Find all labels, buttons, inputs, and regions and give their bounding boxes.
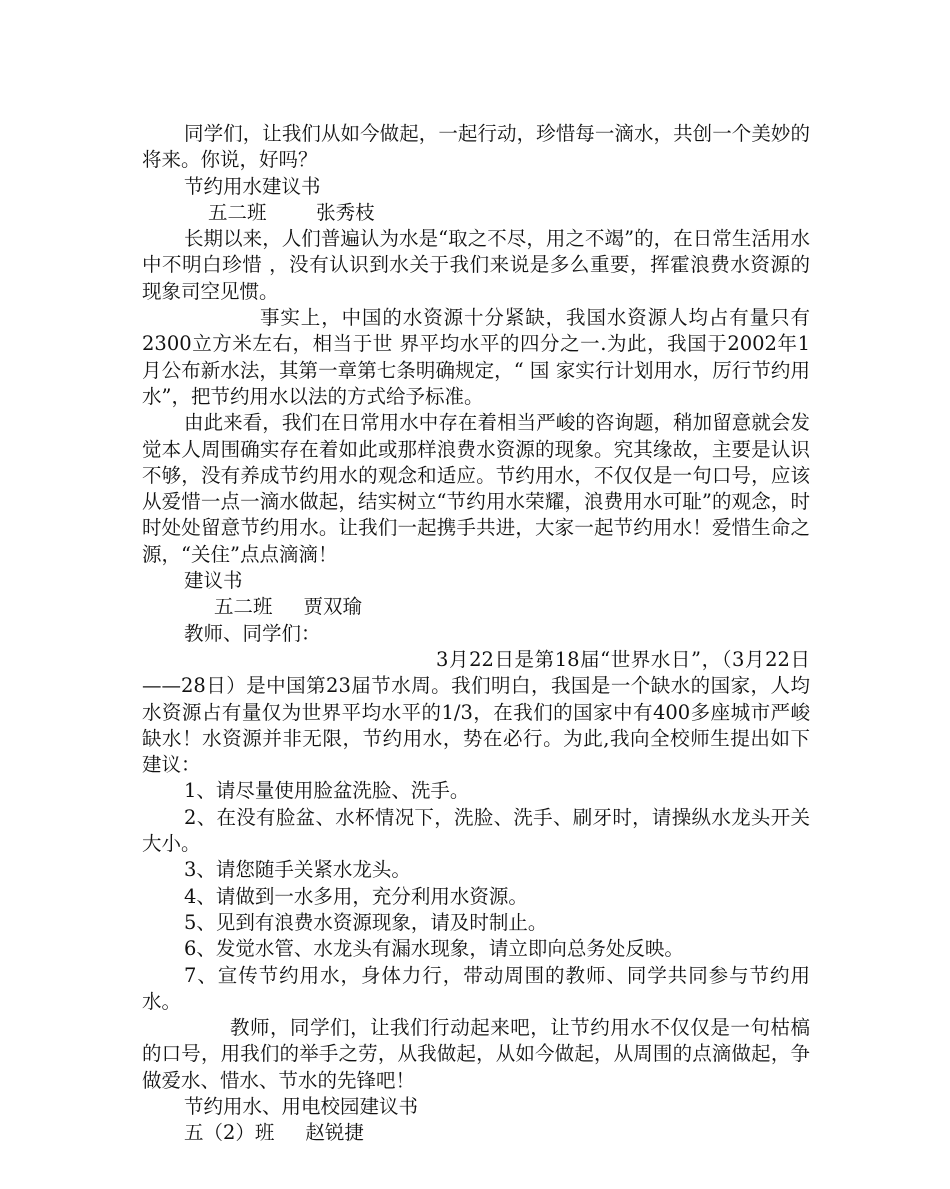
section-title-2: 建议书: [184, 569, 243, 593]
paragraph-intro: 长期以来，人们普遍认为水是“取之不尽，用之不竭”的，在日常生活用水中不明白珍惜 ，没有认识到水关于我们来说是多么重要，挥霍浪费水资源的现象司空见惯。: [142, 227, 810, 303]
suggestion-2: 2、在没有脸盆、水杯情况下，洗脸、洗手、刷牙时，请操纵水龙头开关大小。: [142, 805, 810, 856]
suggestion-4: 4、请做到一水多用，充分利用水资源。: [184, 884, 528, 908]
suggestion-1: 1、请尽量使用脸盆洗脸、洗手。: [184, 779, 470, 803]
paragraph-facts: 事实上，中国的水资源十分紧缺，我国水资源人均占有量只有2300立方米左右，相当于世 界平均水平的四分之一.为此，我国于2002年1月公布新水法，其第一章第七条明确规定，“ 国 家实行计划用水，厉行节约用水”，把节约用水以法的方式给予标准。: [142, 306, 810, 408]
section-title-1: 节约用水建议书: [184, 174, 321, 198]
suggestion-6: 6、发觉水管、水龙头有漏水现象，请立即向总务处反映。: [184, 937, 684, 961]
paragraph-conclusion: 由此来看，我们在日常用水中存在着相当严峻的咨询题，稍加留意就会发觉本人周围确实存在着如此或那样浪费水资源的现象。究其缘故，主要是认识不够，没有养成节约用水的观念和适应。节约用水，不仅仅是一句口号，应该从爱惜一点一滴水做起，结实树立“节约用水荣耀，浪费用水可耻”的观念，时时处处留意节约用水。让我们一起携手共进，大家一起节约用水！爱惜生命之源，“关住”点点滴滴！: [142, 411, 810, 566]
author-line-3: 五（2）班 赵锐捷: [184, 1121, 364, 1145]
salutation: 教师、同学们：: [184, 621, 321, 645]
suggestion-7: 7、宣传节约用水，身体力行，带动周围的教师、同学共同参与节约用水。: [142, 963, 810, 1013]
closing-paragraph: 同学们，让我们从如今做起，一起行动，珍惜每一滴水，共创一个美妙的将来。你说，好吗？: [142, 122, 810, 172]
suggestion-5: 5、见到有浪费水资源现象，请及时制止。: [184, 910, 548, 934]
paragraph-call-to-action: 教师，同学们，让我们行动起来吧，让节约用水不仅仅是一句枯槁的口号，用我们的举手之劳，从我做起，从如今做起，从周围的点滴做起，争做爱水、惜水、节水的先锋吧！: [142, 1016, 810, 1092]
author-line-1: 五二班 张秀枝: [208, 200, 375, 224]
paragraph-water-day: 3月22日是第18届“世界水日”，（3月22日——28日）是中国第23届节水周。我们明白，我国是一个缺水的国家，人均水资源占有量仅为世界平均水平的1/3，在我们的国家中有400多座城市严峻缺水！水资源并非无限，节约用水，势在必行。为此,我向全校师生提出如下建议：: [142, 647, 810, 777]
author-line-2: 五二班 贾双瑜: [214, 595, 362, 619]
suggestion-3: 3、请您随手关紧水龙头。: [184, 858, 411, 882]
section-title-3: 节约用水、用电校园建议书: [184, 1094, 419, 1118]
document-page: [142, 121, 810, 1147]
